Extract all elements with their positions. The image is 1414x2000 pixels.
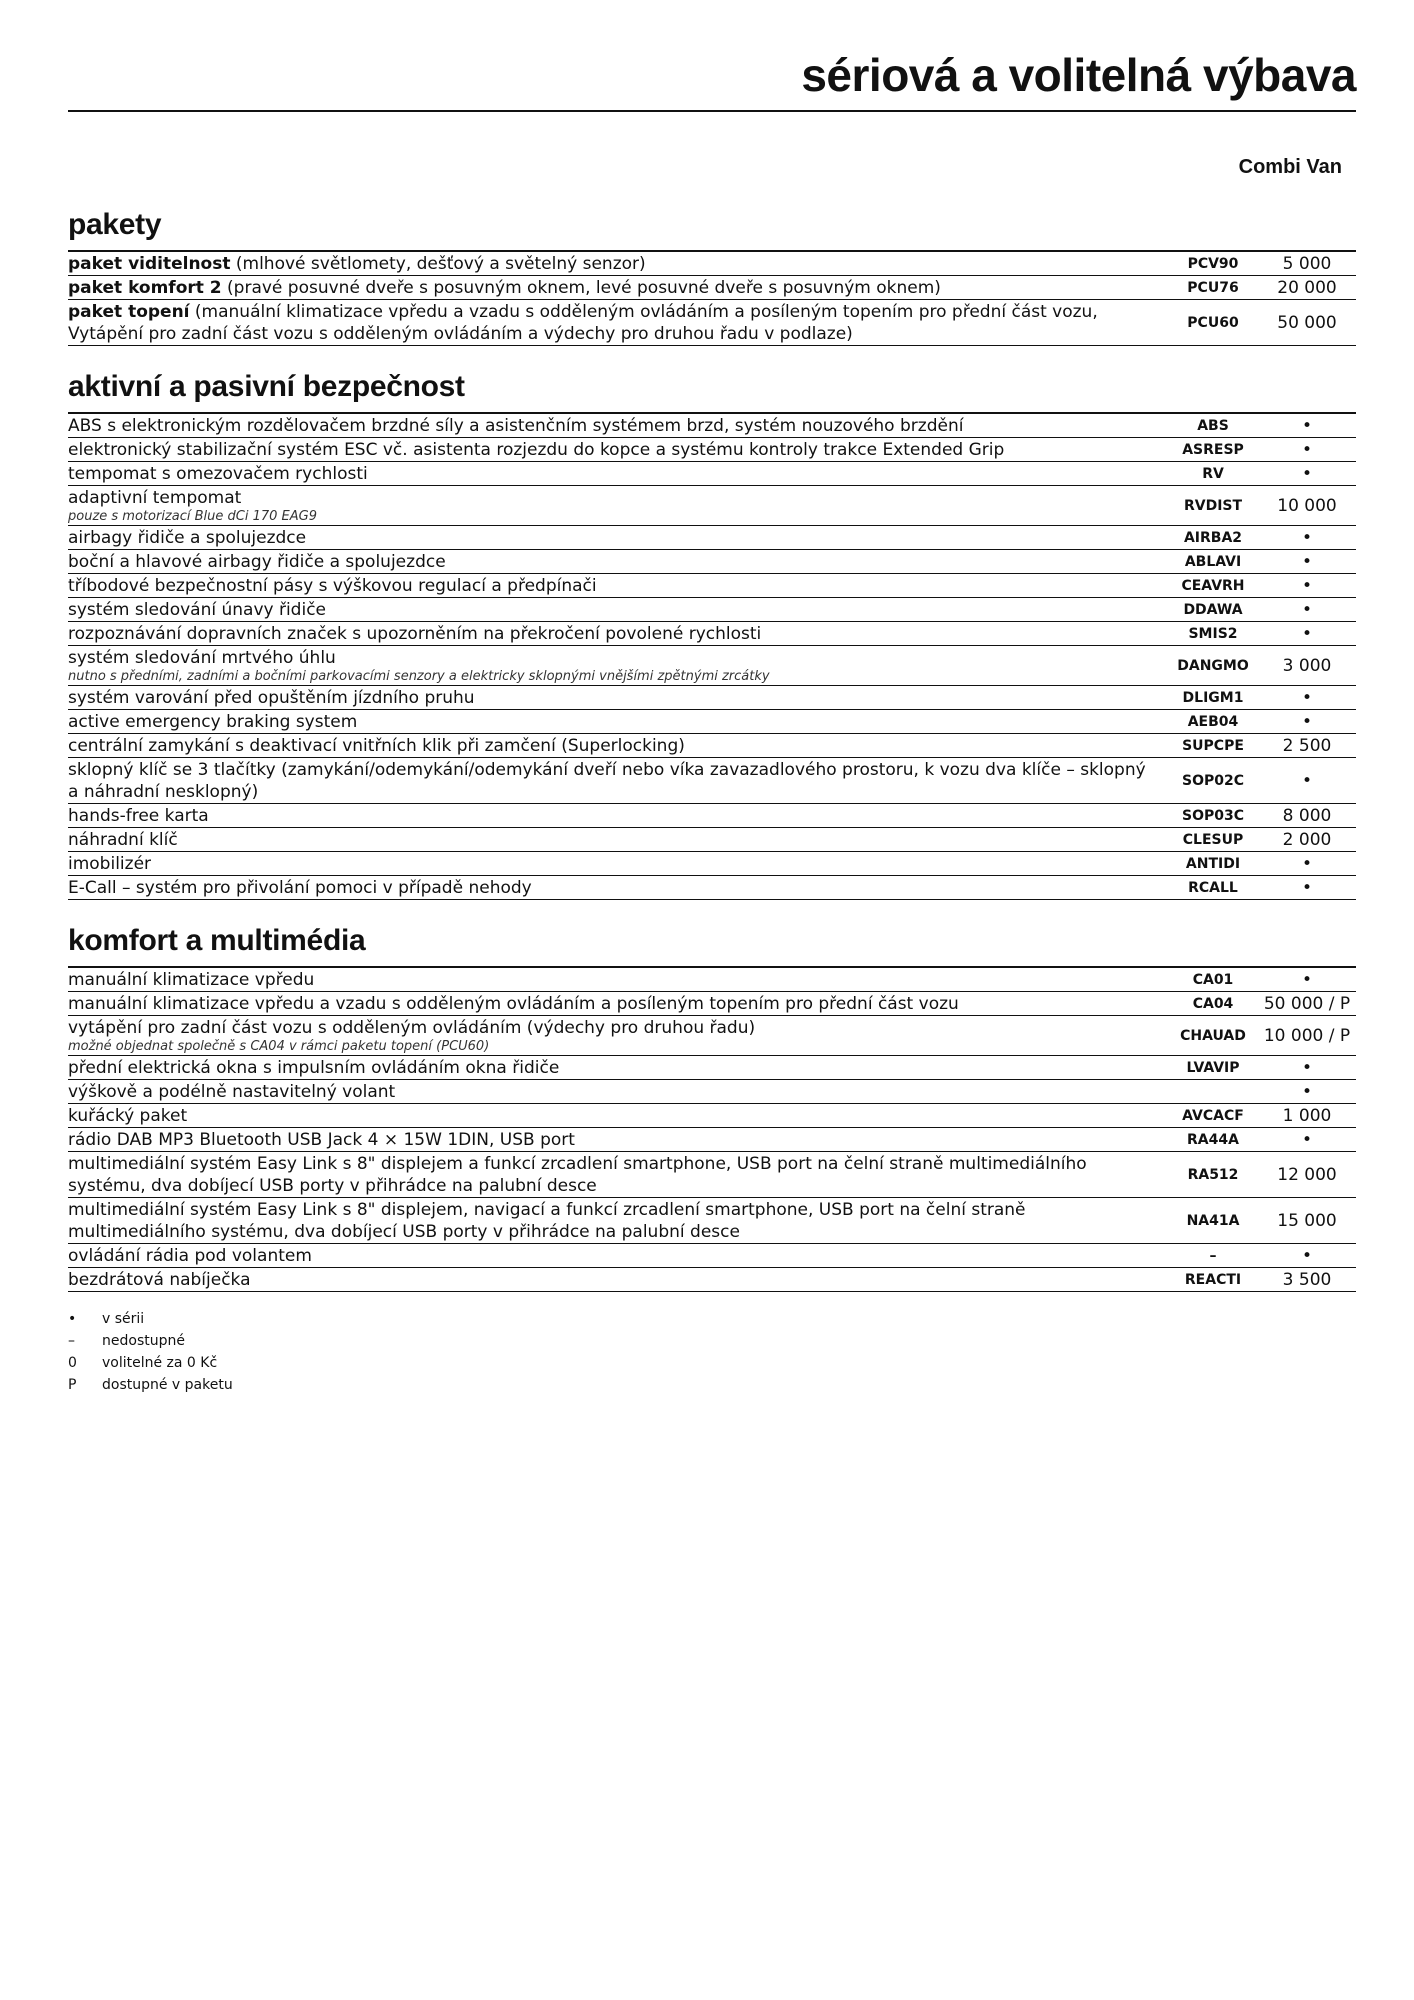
option-code: RCALL <box>1168 876 1258 900</box>
option-price: 10 000 / P <box>1258 1016 1356 1056</box>
row-description: systém varování před opuštěním jízdního pruhu <box>68 686 1168 710</box>
option-code: CA01 <box>1168 967 1258 992</box>
option-price: • <box>1258 550 1356 574</box>
section-safety <box>68 362 1356 900</box>
option-price: 3 000 <box>1258 646 1356 686</box>
option-code: PCU60 <box>1168 300 1258 346</box>
option-price: 5 000 <box>1258 251 1356 276</box>
equipment-table <box>68 966 1356 1292</box>
row-note: nutno s předními, zadními a bočními parkovacími senzory a elektricky sklopnými vnějšími zpětnými zrcátky <box>68 669 770 684</box>
package-name: paket viditelnost <box>68 254 231 274</box>
section-title: pakety <box>68 208 162 241</box>
option-price: 8 000 <box>1258 804 1356 828</box>
table-row <box>68 1080 1356 1104</box>
option-code: DANGMO <box>1168 646 1258 686</box>
option-price: 2 500 <box>1258 734 1356 758</box>
option-code: PCV90 <box>1168 251 1258 276</box>
row-description <box>68 1016 1168 1056</box>
option-code: CA04 <box>1168 992 1258 1016</box>
option-price: 50 000 / P <box>1258 992 1356 1016</box>
row-description: manuální klimatizace vpředu <box>68 967 1168 992</box>
option-code: SMIS2 <box>1168 622 1258 646</box>
row-note: možné objednat společně s CA04 v rámci paketu topení (PCU60) <box>68 1039 490 1054</box>
option-price: • <box>1258 462 1356 486</box>
table-row <box>68 804 1356 828</box>
equipment-content <box>68 200 1356 1396</box>
row-description: boční a hlavové airbagy řidiče a spolujezdce <box>68 550 1168 574</box>
table-row <box>68 526 1356 550</box>
row-description: přední elektrická okna s impulsním ovládáním okna řidiče <box>68 1056 1168 1080</box>
legend-symbol: P <box>68 1377 77 1393</box>
option-code: RA512 <box>1168 1152 1258 1198</box>
option-code: SOP02C <box>1168 758 1258 804</box>
table-row <box>68 1016 1356 1056</box>
table-row <box>68 574 1356 598</box>
option-code: ABS <box>1168 413 1258 438</box>
table-row <box>68 1104 1356 1128</box>
legend-item <box>68 1308 1356 1330</box>
row-description: kuřácký paket <box>68 1104 1168 1128</box>
option-price: • <box>1258 876 1356 900</box>
row-description <box>68 486 1168 526</box>
option-code: CHAUAD <box>1168 1016 1258 1056</box>
row-description: ovládání rádia pod volantem <box>68 1244 1168 1268</box>
row-description <box>68 251 1168 276</box>
table-row <box>68 300 1356 346</box>
table-row <box>68 550 1356 574</box>
row-description: tříbodové bezpečnostní pásy s výškovou regulací a předpínači <box>68 574 1168 598</box>
table-row <box>68 734 1356 758</box>
option-price: • <box>1258 526 1356 550</box>
row-description: airbagy řidiče a spolujezdce <box>68 526 1168 550</box>
column-header: Combi Van <box>1238 156 1342 178</box>
table-row <box>68 413 1356 438</box>
option-price: 2 000 <box>1258 828 1356 852</box>
option-code: SOP03C <box>1168 804 1258 828</box>
option-price: • <box>1258 686 1356 710</box>
equipment-table <box>68 250 1356 346</box>
option-price: • <box>1258 710 1356 734</box>
legend-text: v sérii <box>102 1311 145 1327</box>
table-row <box>68 251 1356 276</box>
option-code: – <box>1168 1244 1258 1268</box>
row-description <box>68 276 1168 300</box>
table-row <box>68 876 1356 900</box>
row-description: tempomat s omezovačem rychlosti <box>68 462 1168 486</box>
legend-text: nedostupné <box>102 1333 185 1349</box>
title-divider <box>68 110 1356 112</box>
table-row <box>68 646 1356 686</box>
legend-text: dostupné v paketu <box>102 1377 233 1393</box>
row-label: adaptivní tempomat <box>68 488 242 508</box>
option-price: • <box>1258 852 1356 876</box>
option-code: SUPCPE <box>1168 734 1258 758</box>
table-row <box>68 1128 1356 1152</box>
table-row <box>68 828 1356 852</box>
section-packages <box>68 200 1356 346</box>
legend-symbol: • <box>68 1311 77 1327</box>
row-description: manuální klimatizace vpředu a vzadu s odděleným ovládáním a posíleným topením pro přední část vozu <box>68 992 1168 1016</box>
table-row <box>68 486 1356 526</box>
option-price: 1 000 <box>1258 1104 1356 1128</box>
table-row <box>68 1198 1356 1244</box>
package-description: (manuální klimatizace vpředu a vzadu s odděleným ovládáním a posíleným topením pro přední část vozu, Vytápění pro zadní část vozu s odděleným ovládáním a výdechy pro druhou řadu v podlaze) <box>68 302 1098 344</box>
section-title: aktivní a pasivní bezpečnost <box>68 370 465 403</box>
table-row <box>68 686 1356 710</box>
row-description: bezdrátová nabíječka <box>68 1268 1168 1292</box>
option-code: NA41A <box>1168 1198 1258 1244</box>
table-row <box>68 1056 1356 1080</box>
row-description: E-Call – systém pro přivolání pomoci v případě nehody <box>68 876 1168 900</box>
row-description: multimediální systém Easy Link s 8" displejem, navigací a funkcí zrcadlení smartphone, USB port na čelní straně multimediálního systému, dva dobíjecí USB porty v přihrádce na palubní desce <box>68 1198 1168 1244</box>
option-code: DLIGM1 <box>1168 686 1258 710</box>
row-note: pouze s motorizací Blue dCi 170 EAG9 <box>68 509 317 524</box>
table-row <box>68 992 1356 1016</box>
option-code: CLESUP <box>1168 828 1258 852</box>
package-name: paket topení <box>68 302 190 322</box>
legend-symbol: 0 <box>68 1355 77 1371</box>
option-price: • <box>1258 1128 1356 1152</box>
row-description: ABS s elektronickým rozdělovačem brzdné síly a asistenčním systémem brzd, systém nouzového brzdění <box>68 413 1168 438</box>
option-price: 20 000 <box>1258 276 1356 300</box>
package-name: paket komfort 2 <box>68 278 222 298</box>
option-price: 50 000 <box>1258 300 1356 346</box>
option-price: • <box>1258 758 1356 804</box>
table-row <box>68 438 1356 462</box>
equipment-table <box>68 412 1356 900</box>
table-row <box>68 1244 1356 1268</box>
legend-text: volitelné za 0 Kč <box>102 1355 218 1371</box>
option-price: • <box>1258 413 1356 438</box>
table-row <box>68 276 1356 300</box>
legend <box>68 1308 1356 1396</box>
option-code <box>1168 1080 1258 1104</box>
option-price: • <box>1258 438 1356 462</box>
option-code: ANTIDI <box>1168 852 1258 876</box>
row-description: systém sledování únavy řidiče <box>68 598 1168 622</box>
option-price: • <box>1258 1056 1356 1080</box>
table-row <box>68 598 1356 622</box>
table-row <box>68 967 1356 992</box>
row-description: náhradní klíč <box>68 828 1168 852</box>
row-description <box>68 300 1168 346</box>
option-code: RA44A <box>1168 1128 1258 1152</box>
row-label: systém sledování mrtvého úhlu <box>68 648 336 668</box>
option-code: LVAVIP <box>1168 1056 1258 1080</box>
option-price: • <box>1258 622 1356 646</box>
table-row <box>68 1268 1356 1292</box>
option-code: RVDIST <box>1168 486 1258 526</box>
page-title: sériová a volitelná výbava <box>801 49 1356 101</box>
table-row <box>68 852 1356 876</box>
row-description: multimediální systém Easy Link s 8" displejem a funkcí zrcadlení smartphone, USB port na čelní straně multimediálního systému, dva dobíjecí USB porty v přihrádce na palubní desce <box>68 1152 1168 1198</box>
table-row <box>68 758 1356 804</box>
legend-item <box>68 1330 1356 1352</box>
row-description: rádio DAB MP3 Bluetooth USB Jack 4 × 15W 1DIN, USB port <box>68 1128 1168 1152</box>
row-description: active emergency braking system <box>68 710 1168 734</box>
option-price: • <box>1258 598 1356 622</box>
package-description: (pravé posuvné dveře s posuvným oknem, levé posuvné dveře s posuvným oknem) <box>221 278 941 298</box>
option-code: REACTI <box>1168 1268 1258 1292</box>
row-description: výškově a podélně nastavitelný volant <box>68 1080 1168 1104</box>
option-code: ASRESP <box>1168 438 1258 462</box>
row-description: sklopný klíč se 3 tlačítky (zamykání/odemykání/odemykání dveří nebo víka zavazadlového prostoru, k vozu dva klíče – sklopný a náhradní nesklopný) <box>68 758 1168 804</box>
option-code: CEAVRH <box>1168 574 1258 598</box>
table-row <box>68 710 1356 734</box>
section-title: komfort a multimédia <box>68 924 366 957</box>
table-row <box>68 462 1356 486</box>
option-price: 10 000 <box>1258 486 1356 526</box>
option-price: • <box>1258 967 1356 992</box>
row-description: rozpoznávání dopravních značek s upozorněním na překročení povolené rychlosti <box>68 622 1168 646</box>
option-price: • <box>1258 1080 1356 1104</box>
option-code: RV <box>1168 462 1258 486</box>
row-description: hands-free karta <box>68 804 1168 828</box>
row-label: vytápění pro zadní část vozu s odděleným ovládáním (výdechy pro druhou řadu) <box>68 1018 756 1038</box>
row-description <box>68 646 1168 686</box>
option-code: ABLAVI <box>1168 550 1258 574</box>
row-description: centrální zamykání s deaktivací vnitřních klik při zamčení (Superlocking) <box>68 734 1168 758</box>
option-price: • <box>1258 1244 1356 1268</box>
legend-item <box>68 1352 1356 1374</box>
option-code: DDAWA <box>1168 598 1258 622</box>
table-row <box>68 1152 1356 1198</box>
package-description: (mlhové světlomety, dešťový a světelný senzor) <box>230 254 646 274</box>
option-price: • <box>1258 574 1356 598</box>
option-price: 12 000 <box>1258 1152 1356 1198</box>
legend-item <box>68 1374 1356 1396</box>
option-code: AIRBA2 <box>1168 526 1258 550</box>
option-code: PCU76 <box>1168 276 1258 300</box>
row-description: imobilizér <box>68 852 1168 876</box>
option-price: 15 000 <box>1258 1198 1356 1244</box>
row-description: elektronický stabilizační systém ESC vč. asistenta rozjezdu do kopce a systému kontroly trakce Extended Grip <box>68 438 1168 462</box>
table-row <box>68 622 1356 646</box>
option-code: AEB04 <box>1168 710 1258 734</box>
section-comfort <box>68 916 1356 1292</box>
legend-symbol: – <box>68 1333 75 1349</box>
option-price: 3 500 <box>1258 1268 1356 1292</box>
option-code: AVCACF <box>1168 1104 1258 1128</box>
